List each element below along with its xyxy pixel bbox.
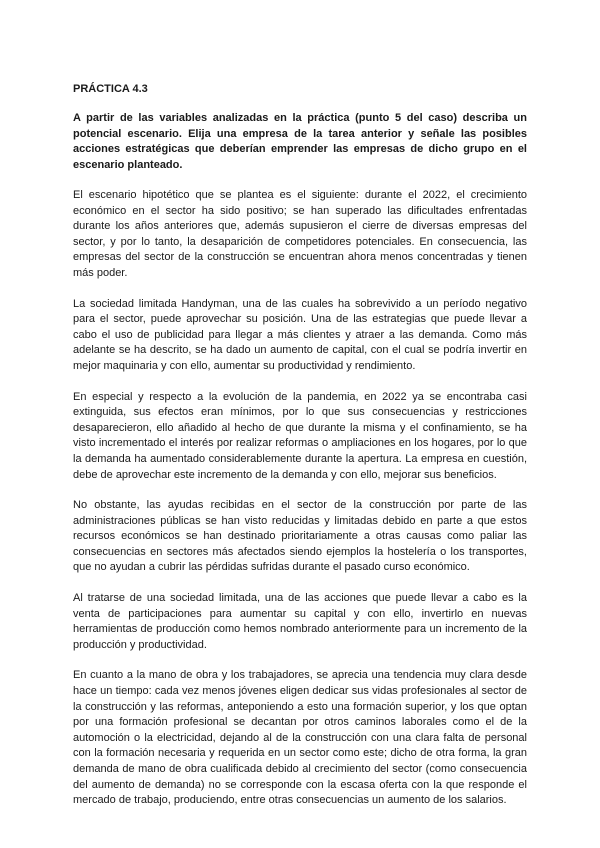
paragraph-scenario: El escenario hipotético que se plantea es el siguiente: durante el 2022, el crecimiento económico en el sector ha sido positivo; se han superado las dificultades enfrentadas durante los años anteriores que, además supusieron el cierre de diversas empresas del sector, y por lo tanto, la desaparición de competidores potenciales. En consecuencia, las empresas del sector de la construcción se encuentran ahora menos concentradas y tienen más poder. xyxy=(73,189,527,279)
page-title: PRÁCTICA 4.3 xyxy=(73,83,148,95)
paragraph-public-aid: No obstante, las ayudas recibidas en el sector de la construcción por parte de las administraciones públicas se han visto reducidas y limitadas debido en parte a que estos recursos económicos se han destinado prioritariamente a otras causas como paliar las consecuencias en sectores más afectados siendo ejemplos la hostelería o los transportes, que no ayudan a cubrir las pérdidas sufridas durante el pasado curso económico. xyxy=(73,499,527,574)
paragraph-labor: En cuanto a la mano de obra y los trabajadores, se aprecia una tendencia muy clara desde hace un tiempo: cada vez menos jóvenes eligen dedicar sus vidas profesionales al sector de la construcción y las reformas, anteponiendo a esto una formación superior, y los que optan por una formación profesional se decantan por otros caminos laborales como el de la automoción o la electricidad, dejando al de la construcción con una clara falta de personal con la formación necesaria y requerida en un sector como este; dicho de otra forma, la gran demanda de mano de obra cualificada debido al crecimiento del sector (como consecuencia del aumento de demanda) no se corresponde con la escasa oferta con la que responde el mercado de trabajo, produciendo, entre otras consecuencias un aumento de los salarios. xyxy=(73,669,527,807)
paragraph-handyman: La sociedad limitada Handyman, una de las cuales ha sobrevivido a un período negativo para el sector, puede aprovechar su posición. Una de las estrategias que puede llevar a cabo el uso de publicidad para llegar a más clientes y atraer a las demanda. Como más adelante se ha descrito, se ha dado un aumento de capital, con el cual se podría invertir en mejor maquinaria y con ello, aumentar su productividad y rendimiento. xyxy=(73,297,527,372)
paragraph-capital-sale: Al tratarse de una sociedad limitada, una de las acciones que puede llevar a cabo es la venta de participaciones para aumentar su capital y con ello, invertirlo en nuevas herramientas de producción como hemos nombrado anteriormente para un incremento de la producción y productividad. xyxy=(73,592,527,651)
paragraph-pandemic: En especial y respecto a la evolución de la pandemia, en 2022 ya se encontraba casi extinguida, sus efectos eran mínimos, por lo que sus consecuencias y restricciones desaparecieron, ello añadido al hecho de que durante la misma y el confinamiento, se ha visto incrementado el interés por realizar reformas o ampliaciones en los hogares, por lo que la demanda ha aumentado considerablemente durante la apertura. La empresa en cuestión, debe de aprovechar este incremento de la demanda y con ello, mejorar sus beneficios. xyxy=(73,390,527,481)
exercise-question: A partir de las variables analizadas en la práctica (punto 5 del caso) describa un potencial escenario. Elija una empresa de la tarea anterior y señale las posibles acciones estratégicas que deberían emprender las empresas de dicho grupo en el escenario planteado. xyxy=(73,112,527,171)
